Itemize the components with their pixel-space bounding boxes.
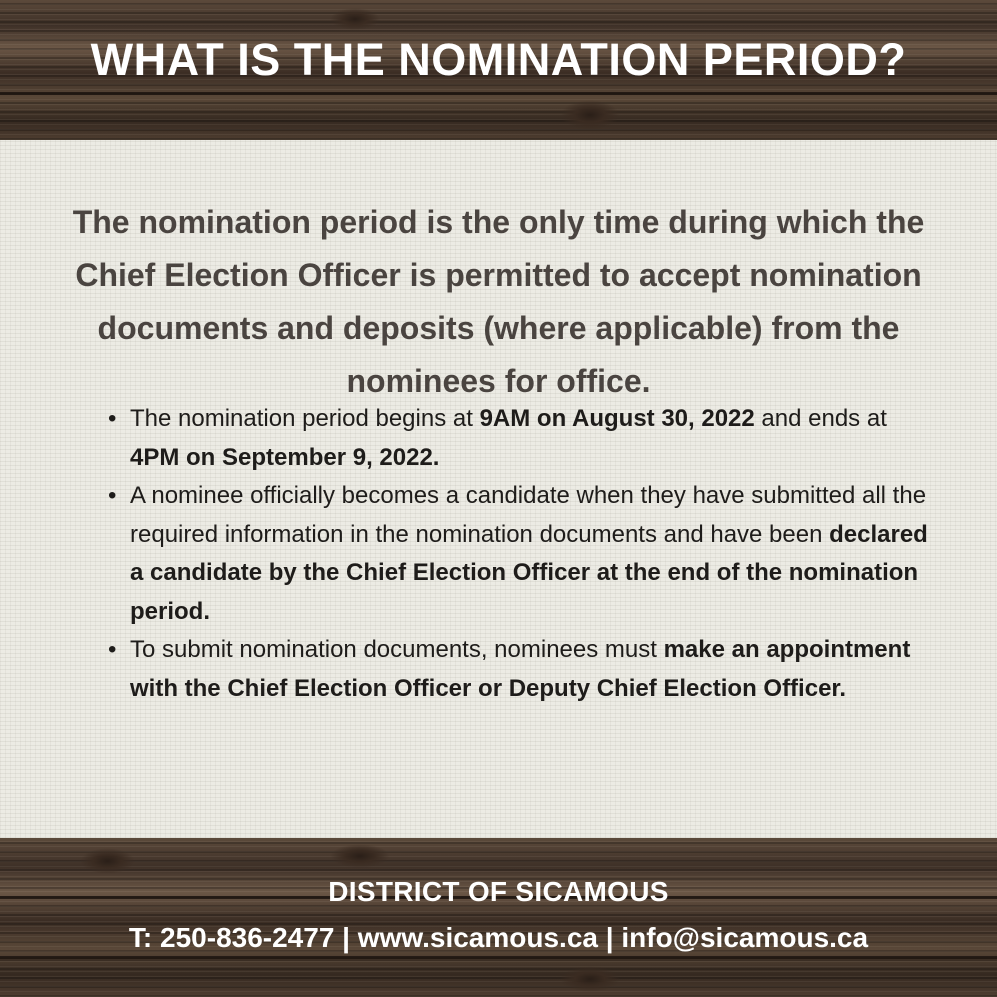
footer-wood-banner — [0, 838, 997, 997]
bullet-text: To submit nomination documents, nominees must make an appointment with the Chief Election Officer or Deputy Chief Election Officer. — [130, 636, 911, 702]
wood-knot — [560, 100, 620, 130]
organization-name: DISTRICT OF SICAMOUS — [328, 876, 669, 907]
bullet-icon: • — [108, 636, 117, 663]
bullet-icon: • — [108, 405, 117, 432]
bullet-icon: • — [108, 482, 117, 509]
wood-knot — [330, 844, 390, 868]
wood-knot — [560, 966, 620, 992]
list-item — [108, 477, 930, 631]
list-item — [108, 631, 930, 708]
page-title: WHAT IS THE NOMINATION PERIOD? — [90, 34, 907, 85]
wood-knot — [80, 848, 135, 874]
wood-plank-seam — [0, 956, 997, 959]
wood-knot — [330, 8, 380, 30]
contact-info: T: 250-836-2477 | www.sicamous.ca | info@sicamous.ca — [128, 922, 869, 953]
intro-statement: The nomination period is the only time during which the Chief Election Officer is permitted to accept nomination documents and deposits (where applicable) from the nominees for office. — [72, 204, 925, 399]
bullet-text: The nomination period begins at 9AM on August 30, 2022 and ends at 4PM on September 9, 2022. — [130, 405, 887, 471]
bullet-text: A nominee officially becomes a candidate when they have submitted all the required information in the nomination documents and have been declared a candidate by the Chief Election Officer at the end of the nomination period. — [130, 482, 928, 625]
list-item — [108, 400, 930, 477]
wood-plank-seam — [0, 92, 997, 95]
info-bullet-list — [108, 400, 930, 708]
